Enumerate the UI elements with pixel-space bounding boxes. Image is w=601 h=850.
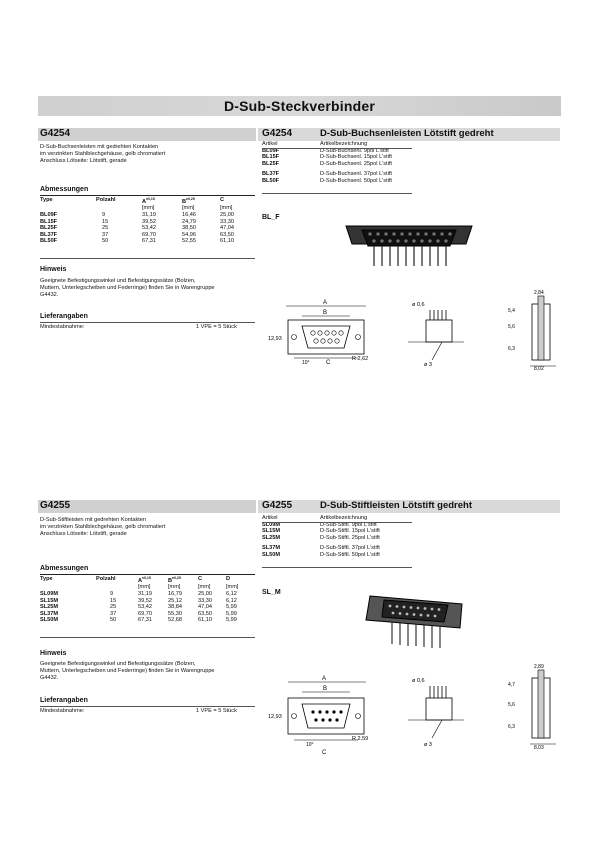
svg-text:5,6: 5,6 (508, 702, 515, 708)
delivery-title: Lieferangaben (40, 313, 88, 320)
side-view-drawing (404, 674, 474, 752)
description-line: D-Sub-Buchsenleisten mit gedrehten Kontakten (40, 144, 159, 150)
unit: [mm] (142, 205, 155, 212)
hint-title: Hinweis (40, 266, 67, 273)
dimensions-title: Abmessungen (40, 186, 89, 193)
page-banner (38, 96, 561, 116)
svg-text:10°: 10° (302, 360, 310, 366)
svg-text:R 2,62: R 2,62 (352, 356, 369, 362)
svg-text:10°: 10° (306, 742, 314, 748)
list-item: SL09M D-Sub-Stiftl. 9pol L'stift (262, 521, 377, 528)
col-header: Type (40, 576, 53, 583)
svg-text:ø 0,6: ø 0,6 (412, 678, 425, 684)
svg-text:C: C (322, 750, 327, 756)
image-label: BL_F (262, 214, 280, 221)
list-item: BL50F D-Sub-Buchsenl. 50pol L'stift (262, 177, 392, 184)
list-item: SL50M D-Sub-Stiftl. 50pol L'stift (262, 551, 380, 558)
dimensions-table: Type Polzahl $A^{\pm 0,15}$ $B^{\pm 0,25}$ C D [mm] [mm] [mm] [mm] SL09M 9 31,19 16,79 25,00 6,12 SL15M 15 39,52 25,12 33,30 6,12 SL25M 25 53,42 38,84 47,04 5,99 SL37M 37 69,70 55,30 63,50 5,99 SL50M 50 67,31 52,68 61,10 5,99 (40, 575, 255, 624)
list-item: BL15F D-Sub-Buchsenl. 15pol L'stift (262, 154, 392, 161)
description-line: Anschluss Lötseite: Lötstift, gerade (40, 531, 127, 537)
divider (40, 258, 255, 259)
section-view-drawing (506, 288, 562, 370)
svg-text:B: B (323, 310, 328, 316)
divider (262, 193, 412, 194)
description-line: im verzinkten Stahlblechgehäuse, gelb chromatiert (40, 524, 166, 530)
table-row: SL25M 25 53,42 38,84 47,04 5,99 (40, 604, 237, 611)
col-header: $B^{\pm 0,25}$ (168, 576, 181, 584)
divider (40, 637, 255, 638)
svg-text:6,3: 6,3 (508, 724, 515, 730)
svg-text:R 2,59: R 2,59 (352, 736, 369, 742)
col-header: $A^{\pm 0,15}$ (142, 197, 155, 205)
divider (262, 148, 412, 149)
connector-photo (340, 216, 480, 276)
delivery-title: Lieferangaben (40, 697, 88, 704)
table-row: BL09F 9 31,19 16,46 25,00 (40, 212, 234, 219)
description-line: im verzinkten Stahlblechgehäuse, gelb chromatiert (40, 151, 166, 157)
list-item: SL25M D-Sub-Stiftl. 25pol L'stift (262, 534, 380, 541)
front-view-drawing (266, 298, 386, 370)
hint-text: Muttern, Unterlegscheiben und Federringe) finden Sie in Warengruppe (40, 668, 215, 674)
list-item: BL09F D-Sub-Buchsenl. 9pol L'stift (262, 147, 389, 154)
dimensions-table (40, 196, 255, 245)
section-title: D-Sub-Buchsenleisten Lötstift gedreht (320, 128, 494, 139)
table-row: SL15M 15 39,52 25,12 33,30 6,12 (40, 597, 237, 604)
col-header: Polzahl (96, 197, 116, 204)
product-code-right: G4254 (262, 128, 293, 139)
description-line: D-Sub-Stiftleisten mit gedrehten Kontakten (40, 517, 147, 523)
svg-text:C: C (326, 360, 331, 366)
col-header: C (198, 576, 203, 583)
side-view-drawing (404, 298, 474, 370)
svg-text:B: B (323, 686, 328, 692)
svg-text:ø 3: ø 3 (424, 742, 432, 748)
col-header: $B^{\pm 0,25}$ (182, 197, 195, 205)
table-row: SL09M 9 31,19 16,79 25,00 6,12 (40, 591, 237, 598)
hint-text: Muttern, Unterlegscheiben und Federringe) finden Sie in Warengruppe (40, 285, 215, 291)
delivery-value: 1 VPE = 5 Stück (196, 708, 237, 714)
product-code-right: G4255 (262, 500, 293, 511)
divider (262, 567, 412, 568)
connector-photo (352, 586, 482, 652)
divider (262, 522, 412, 523)
list-item: SL15M D-Sub-Stiftl. 15pol L'stift (262, 528, 380, 535)
svg-text:A: A (322, 676, 327, 682)
col-header: D (226, 576, 231, 583)
page-title: D-Sub-Steckverbinder (223, 98, 376, 114)
hint-text: Geeignete Befestigungswinkel und Befestigungssätze (Bolzen, (40, 278, 196, 284)
list-item: SL37M D-Sub-Stiftl. 37pol L'stift (262, 545, 380, 552)
svg-text:6,3: 6,3 (508, 346, 515, 352)
dimensions-title: Abmessungen (40, 565, 89, 572)
article-list: Artikel Artikelbezeichnung SL09M D-Sub-Stiftl. 9pol L'stift SL15M D-Sub-Stiftl. 15pol L'stift SL25M D-Sub-Stiftl. 25pol L'stift SL37M D-Sub-Stiftl. 37pol L'stift SL50M D-Sub-Stiftl. 50pol L'stift (262, 515, 380, 558)
section-title: D-Sub-Stiftleisten Lötstift gedreht (320, 500, 472, 511)
section-view-drawing (506, 662, 562, 750)
svg-text:8,02: 8,02 (534, 366, 544, 372)
unit: [mm] (220, 205, 233, 212)
divider (40, 322, 255, 323)
article-list: Artikel Artikelbezeichnung BL09F D-Sub-Buchsenl. 9pol L'stift BL15F D-Sub-Buchsenl. 15pol L'stift BL25F D-Sub-Buchsenl. 25pol L'stift BL37F D-Sub-Buchsenl. 37pol L'stift BL50F D-Sub-Buchsenl. 50pol L'stift (262, 141, 392, 184)
hint-text: G4432. (40, 292, 59, 298)
table-row: BL15F 15 39,52 24,79 33,30 (40, 218, 234, 225)
list-item: BL25F D-Sub-Buchsenl. 25pol L'stift (262, 160, 392, 167)
svg-text:12,93: 12,93 (268, 714, 282, 720)
svg-text:5,4: 5,4 (508, 308, 515, 314)
svg-text:2,84: 2,84 (534, 290, 544, 296)
unit: [mm] (182, 205, 195, 212)
svg-text:4,7: 4,7 (508, 682, 515, 688)
front-view-drawing (266, 674, 386, 756)
description-line: Anschluss Lötseite: Lötstift, gerade (40, 158, 127, 164)
svg-text:A: A (323, 300, 328, 306)
divider (40, 706, 255, 707)
delivery-label: Mindestabnahme: (40, 324, 85, 330)
col-header: Polzahl (96, 576, 116, 583)
hint-title: Hinweis (40, 650, 67, 657)
svg-text:8,03: 8,03 (534, 745, 544, 751)
delivery-label: Mindestabnahme: (40, 708, 85, 714)
product-code: G4254 (40, 128, 71, 139)
left-header-bar (38, 128, 256, 141)
table-row: SL37M 37 69,70 55,30 63,50 5,99 (40, 610, 237, 617)
svg-text:5,6: 5,6 (508, 324, 515, 330)
svg-text:ø 0,6: ø 0,6 (412, 302, 425, 308)
col-header: $A^{\pm 0,15}$ (138, 576, 151, 584)
table-row: BL25F 25 53,42 38,50 47,04 (40, 225, 234, 232)
product-code: G4255 (40, 500, 71, 511)
col-header: C (220, 197, 225, 204)
table-row: BL37F 37 69,70 54,96 63,50 (40, 231, 234, 238)
table-row: SL50M 50 67,31 52,68 61,10 5,99 (40, 617, 237, 624)
svg-text:ø 3: ø 3 (424, 362, 432, 368)
table-row: BL50F 50 67,31 52,55 61,10 (40, 238, 234, 245)
svg-text:12,93: 12,93 (268, 336, 282, 342)
list-item: BL37F D-Sub-Buchsenl. 37pol L'stift (262, 171, 392, 178)
left-header-bar (38, 500, 256, 513)
svg-text:2,89: 2,89 (534, 664, 544, 670)
hint-text: Geeignete Befestigungswinkel und Befestigungssätze (Bolzen, (40, 661, 196, 667)
col-header: Type (40, 197, 53, 204)
delivery-value: 1 VPE = 5 Stück (196, 324, 237, 330)
hint-text: G4432. (40, 675, 59, 681)
image-label: SL_M (262, 589, 281, 596)
